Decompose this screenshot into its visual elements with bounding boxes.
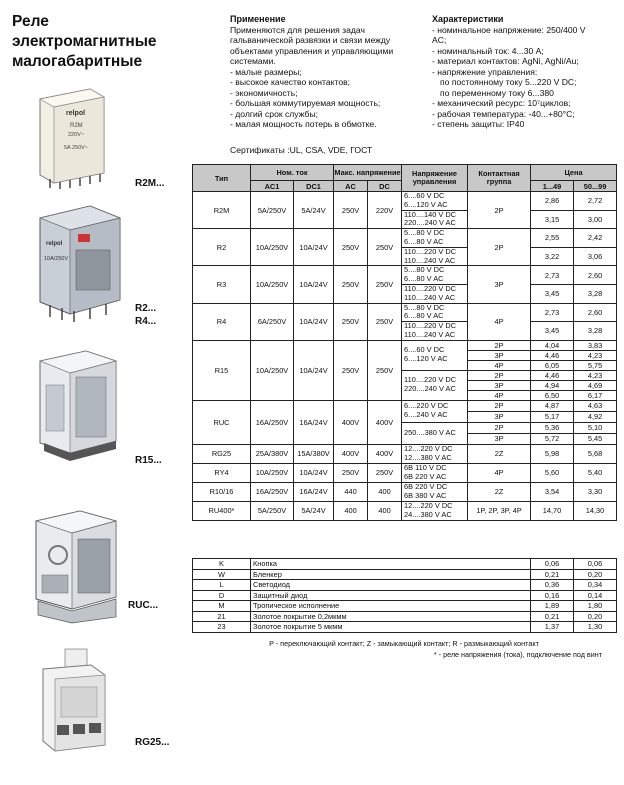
cell-group: 4P bbox=[468, 463, 531, 482]
cell-price-1: 4,04 bbox=[531, 340, 574, 350]
cell-price-1: 4,94 bbox=[531, 380, 574, 390]
characteristics-line: - номинальный ток: 4...30 А; bbox=[432, 45, 544, 56]
rg25-photo-label: RG25... bbox=[135, 737, 170, 748]
r15-relay-image bbox=[30, 345, 130, 465]
cell-group: 2Z bbox=[468, 444, 531, 463]
cell-group: 2P bbox=[468, 400, 531, 411]
header-ac1: AC1 bbox=[251, 181, 294, 192]
cell-price-2: 3,00 bbox=[574, 210, 617, 229]
table-row bbox=[193, 559, 617, 570]
r15-photo-label: R15... bbox=[135, 455, 162, 466]
ruc-relay-image bbox=[28, 505, 128, 625]
cell-type: R10/16 bbox=[193, 482, 251, 501]
cell-price-1: 3,45 bbox=[531, 322, 574, 341]
footnote: * - реле напряжения (тока), подключение под винт bbox=[433, 650, 602, 659]
cell-price-1: 3,45 bbox=[531, 284, 574, 303]
cell-price-1: 2,73 bbox=[531, 266, 574, 285]
option-price-2: 0,06 bbox=[574, 559, 617, 570]
option-code: 23 bbox=[193, 622, 251, 633]
characteristics-line: - рабочая температура: -40...+80°C; bbox=[432, 108, 575, 119]
cell-price-1: 6,05 bbox=[531, 360, 574, 370]
cell-type: R2 bbox=[193, 229, 251, 266]
table-row bbox=[193, 601, 617, 612]
r2-photo-label: R2... bbox=[135, 303, 157, 314]
option-price-2: 1,80 bbox=[574, 601, 617, 612]
characteristics-section bbox=[432, 14, 617, 130]
application-line: - высокое качество контактов; bbox=[230, 77, 351, 87]
option-code: W bbox=[193, 569, 251, 580]
characteristics-line: AC; bbox=[432, 35, 447, 45]
cell-price-2: 2,60 bbox=[574, 303, 617, 322]
option-name: Защитный диод bbox=[251, 590, 531, 601]
cell-price-2: 3,28 bbox=[574, 284, 617, 303]
application-line: - долгий срок службы; bbox=[230, 108, 319, 119]
application-line: - большая коммутируемая мощность; bbox=[230, 98, 381, 108]
cell-group: 2Z bbox=[468, 482, 531, 501]
cell-price-1: 5,17 bbox=[531, 411, 574, 422]
characteristics-line: - номинальное напряжение: 250/400 V bbox=[432, 24, 586, 35]
cell-price-2: 2,42 bbox=[574, 229, 617, 248]
cell-control-voltage: 5....80 V DC 6....80 V AC bbox=[402, 229, 468, 248]
cell-type: R4 bbox=[193, 303, 251, 340]
application-line: системами. bbox=[230, 56, 276, 66]
cell-control-voltage: 110....140 V DC 220....240 V AC bbox=[402, 210, 468, 229]
cell-ac: 440 bbox=[334, 482, 368, 501]
option-name: Золотое покрытие 0,2мкмм bbox=[251, 611, 531, 622]
option-price-2: 0,34 bbox=[574, 580, 617, 591]
cell-price-1: 4,87 bbox=[531, 400, 574, 411]
cell-ac1: 10A/250V bbox=[251, 266, 294, 303]
option-price-2: 0,14 bbox=[574, 590, 617, 601]
option-name: Тропическое исполнение bbox=[251, 601, 531, 612]
cell-dc: 250V bbox=[368, 266, 402, 303]
table-row bbox=[193, 192, 617, 211]
option-code: L bbox=[193, 580, 251, 591]
r2-brand: relpol bbox=[46, 241, 63, 247]
option-price-1: 1,37 bbox=[531, 622, 574, 633]
option-name: Светодиод bbox=[251, 580, 531, 591]
header-dc: DC bbox=[368, 181, 402, 192]
cell-group: 3P bbox=[468, 350, 531, 360]
cell-price-2: 4,23 bbox=[574, 350, 617, 360]
cell-ac1: 10A/250V bbox=[251, 463, 294, 482]
cell-dc1: 5A/24V bbox=[294, 192, 334, 229]
option-price-1: 0,21 bbox=[531, 611, 574, 622]
table-row bbox=[193, 622, 617, 633]
header-nom-current: Ном. ток bbox=[251, 165, 334, 181]
r2m-relay-image bbox=[30, 85, 110, 190]
option-name: Бленкер bbox=[251, 569, 531, 580]
specs-table bbox=[192, 164, 617, 521]
characteristics-line: - материал контактов: AgNi, AgNi/Au; bbox=[432, 56, 579, 66]
cell-type: RG25 bbox=[193, 444, 251, 463]
cell-price-2: 5,68 bbox=[574, 444, 617, 463]
r2m-rating: 220V~ bbox=[68, 132, 85, 138]
cell-group: 4P bbox=[468, 303, 531, 340]
cell-dc: 250V bbox=[368, 340, 402, 400]
page-title bbox=[12, 12, 157, 72]
cell-dc: 400 bbox=[368, 482, 402, 501]
application-line: объектами управления и управляющими bbox=[230, 45, 394, 56]
application-line: Применяются для решения задач bbox=[230, 24, 365, 35]
cell-price-1: 5,36 bbox=[531, 422, 574, 433]
cell-price-2: 2,72 bbox=[574, 192, 617, 211]
cell-control-voltage: 5....80 V DC 6....80 V AC bbox=[402, 266, 468, 285]
cell-price-1: 2,55 bbox=[531, 229, 574, 248]
cell-control-voltage: 110....220 V DC 220....240 V AC bbox=[402, 370, 468, 400]
cell-control-voltage: 5....80 V DC 6....80 V AC bbox=[402, 303, 468, 322]
header-control-voltage: Напряжение управления bbox=[402, 165, 468, 192]
cell-control-voltage: 6....220 V DC 6....240 V AC bbox=[402, 400, 468, 422]
option-code: K bbox=[193, 559, 251, 570]
cell-ac: 250V bbox=[334, 303, 368, 340]
cell-price-1: 3,54 bbox=[531, 482, 574, 501]
application-section bbox=[230, 14, 410, 130]
cell-control-voltage: 110....220 V DC 110....240 V AC bbox=[402, 284, 468, 303]
r2m-brand: relpol bbox=[66, 110, 86, 117]
option-code: 21 bbox=[193, 611, 251, 622]
option-price-1: 0,36 bbox=[531, 580, 574, 591]
table-row bbox=[193, 340, 617, 350]
cell-price-1: 5,72 bbox=[531, 433, 574, 444]
cell-ac: 250V bbox=[334, 266, 368, 303]
cell-price-1: 4,46 bbox=[531, 350, 574, 360]
option-name: Золотое покрытие 5 мкмм bbox=[251, 622, 531, 633]
cell-dc: 400V bbox=[368, 400, 402, 444]
cell-dc: 250V bbox=[368, 303, 402, 340]
cell-price-1: 6,50 bbox=[531, 390, 574, 400]
option-price-2: 1,30 bbox=[574, 622, 617, 633]
cell-price-2: 5,75 bbox=[574, 360, 617, 370]
application-line: - малые размеры; bbox=[230, 66, 302, 77]
title-line: малогабаритные bbox=[12, 53, 143, 70]
title-line: электромагнитные bbox=[12, 33, 157, 50]
cell-price-1: 3,22 bbox=[531, 247, 574, 266]
cell-price-2: 3,06 bbox=[574, 247, 617, 266]
cell-ac: 400 bbox=[334, 501, 368, 520]
application-line: - малая мощность потерь в обмотке. bbox=[230, 119, 377, 129]
cell-group: 2P bbox=[468, 422, 531, 433]
cell-dc1: 16A/24V bbox=[294, 400, 334, 444]
cell-ac: 400V bbox=[334, 444, 368, 463]
cell-group: 3P bbox=[468, 411, 531, 422]
cell-ac: 250V bbox=[334, 340, 368, 400]
cell-ac1: 10A/250V bbox=[251, 340, 294, 400]
cell-price-2: 4,23 bbox=[574, 370, 617, 380]
cell-price-2: 3,30 bbox=[574, 482, 617, 501]
certificates: Сертификаты :UL, CSA, VDE, ГОСТ bbox=[230, 145, 373, 155]
table-row bbox=[193, 590, 617, 601]
cell-ac: 250V bbox=[334, 229, 368, 266]
cell-group: 4P bbox=[468, 360, 531, 370]
characteristics-line: по переменному току 6...380 bbox=[440, 87, 554, 98]
option-price-2: 0,20 bbox=[574, 611, 617, 622]
cell-dc1: 10A/24V bbox=[294, 266, 334, 303]
cell-type: R2M bbox=[193, 192, 251, 229]
cell-type: R15 bbox=[193, 340, 251, 400]
table-row bbox=[193, 482, 617, 501]
cell-group: 2P bbox=[468, 340, 531, 350]
table-row bbox=[193, 444, 617, 463]
cell-price-2: 4,69 bbox=[574, 380, 617, 390]
cell-ac1: 16A/250V bbox=[251, 400, 294, 444]
r2-rating: 10A/250V bbox=[44, 256, 69, 262]
r2m-model: R2M bbox=[70, 123, 83, 129]
cell-dc: 250V bbox=[368, 463, 402, 482]
header-price: Цена bbox=[531, 165, 617, 181]
table-row bbox=[193, 266, 617, 285]
cell-control-voltage: 110....220 V DC 110....240 V AC bbox=[402, 322, 468, 341]
table-row bbox=[193, 303, 617, 322]
cell-dc: 400 bbox=[368, 501, 402, 520]
cell-group: 3P bbox=[468, 266, 531, 303]
cell-dc: 220V bbox=[368, 192, 402, 229]
cell-group: 2P bbox=[468, 229, 531, 266]
table-row bbox=[193, 463, 617, 482]
cell-dc1: 10A/24V bbox=[294, 229, 334, 266]
cell-control-voltage: 6....60 V DC 6....120 V AC bbox=[402, 192, 468, 211]
cell-price-2: 14,30 bbox=[574, 501, 617, 520]
cell-dc1: 10A/24V bbox=[294, 340, 334, 400]
cell-control-voltage: 12....220 V DC 24....380 V AC bbox=[402, 501, 468, 520]
application-heading: Применение bbox=[230, 14, 286, 24]
table-row bbox=[193, 569, 617, 580]
cell-type: RY4 bbox=[193, 463, 251, 482]
cell-control-voltage: 6B 110 V DC 6B 220 V AC bbox=[402, 463, 468, 482]
option-code: D bbox=[193, 590, 251, 601]
cell-dc1: 5A/24V bbox=[294, 501, 334, 520]
cell-price-1: 2,86 bbox=[531, 192, 574, 211]
option-price-1: 0,06 bbox=[531, 559, 574, 570]
cell-dc1: 15A/380V bbox=[294, 444, 334, 463]
cell-price-2: 5,40 bbox=[574, 463, 617, 482]
r2m-photo-label: R2M... bbox=[135, 178, 165, 189]
cell-ac: 250V bbox=[334, 192, 368, 229]
table-row bbox=[193, 580, 617, 591]
application-line: - экономичность; bbox=[230, 87, 298, 98]
cell-price-1: 4,46 bbox=[531, 370, 574, 380]
cell-ac1: 5A/250V bbox=[251, 501, 294, 520]
cell-price-2: 5,45 bbox=[574, 433, 617, 444]
cell-control-voltage: 110....220 V DC 110....240 V AC bbox=[402, 247, 468, 266]
characteristics-heading: Характеристики bbox=[432, 14, 504, 24]
option-price-1: 0,21 bbox=[531, 569, 574, 580]
cell-group: 4P bbox=[468, 390, 531, 400]
rg25-relay-image bbox=[35, 645, 115, 755]
cell-ac1: 25A/380V bbox=[251, 444, 294, 463]
cell-dc: 250V bbox=[368, 229, 402, 266]
characteristics-line: - напряжение управления: bbox=[432, 66, 538, 77]
cell-price-2: 4,63 bbox=[574, 400, 617, 411]
cell-price-1: 2,73 bbox=[531, 303, 574, 322]
header-price-50-99: 50...99 bbox=[574, 181, 617, 192]
cell-ac1: 5A/250V bbox=[251, 192, 294, 229]
cell-type: RU400* bbox=[193, 501, 251, 520]
characteristics-line: - механический ресурс: 10⁷циклов; bbox=[432, 98, 571, 108]
options-table bbox=[192, 558, 617, 633]
cell-ac1: 6A/250V bbox=[251, 303, 294, 340]
cell-dc: 400V bbox=[368, 444, 402, 463]
cell-type: R3 bbox=[193, 266, 251, 303]
cell-control-voltage: 6....60 V DC 6....120 V AC bbox=[402, 340, 468, 370]
cell-group: 2P bbox=[468, 370, 531, 380]
option-price-1: 0,16 bbox=[531, 590, 574, 601]
r2m-ac-rating: 5A 250V~ bbox=[64, 145, 89, 151]
cell-group: 3P bbox=[468, 380, 531, 390]
option-name: Кнопка bbox=[251, 559, 531, 570]
cell-ac: 400V bbox=[334, 400, 368, 444]
cell-price-2: 3,28 bbox=[574, 322, 617, 341]
cell-ac1: 16A/250V bbox=[251, 482, 294, 501]
header-dc1: DC1 bbox=[294, 181, 334, 192]
cell-price-1: 5,60 bbox=[531, 463, 574, 482]
cell-control-voltage: 6B 220 V DC 6B 380 V AC bbox=[402, 482, 468, 501]
cell-type: RUC bbox=[193, 400, 251, 444]
header-ac: AC bbox=[334, 181, 368, 192]
cell-price-2: 6,17 bbox=[574, 390, 617, 400]
option-code: M bbox=[193, 601, 251, 612]
table-row bbox=[193, 400, 617, 411]
cell-price-2: 4,92 bbox=[574, 411, 617, 422]
cell-group: 3P bbox=[468, 433, 531, 444]
cell-price-2: 3,83 bbox=[574, 340, 617, 350]
table-row bbox=[193, 501, 617, 520]
cell-group: 1P, 2P, 3P, 4P bbox=[468, 501, 531, 520]
option-price-1: 1,89 bbox=[531, 601, 574, 612]
cell-ac: 250V bbox=[334, 463, 368, 482]
cell-group: 2P bbox=[468, 192, 531, 229]
ruc-photo-label: RUC... bbox=[128, 600, 158, 611]
header-price-1-49: 1...49 bbox=[531, 181, 574, 192]
r4-photo-label: R4... bbox=[135, 316, 157, 327]
header-type: Тип bbox=[193, 165, 251, 192]
characteristics-line: по постоянному току 5...220 V DC; bbox=[440, 77, 577, 87]
cell-ac1: 10A/250V bbox=[251, 229, 294, 266]
cell-dc1: 10A/24V bbox=[294, 303, 334, 340]
cell-price-2: 2,60 bbox=[574, 266, 617, 285]
cell-price-2: 5,10 bbox=[574, 422, 617, 433]
cell-price-1: 5,98 bbox=[531, 444, 574, 463]
characteristics-line: - степень защиты: IP40 bbox=[432, 119, 525, 129]
r2-relay-image bbox=[28, 200, 128, 325]
cell-price-1: 14,70 bbox=[531, 501, 574, 520]
table-row bbox=[193, 229, 617, 248]
option-price-2: 0,20 bbox=[574, 569, 617, 580]
header-max-voltage: Макс. напряжение bbox=[334, 165, 402, 181]
contact-legend: P - переключающий контакт; Z - замыкающий контакт; R - размыкающий контакт bbox=[269, 639, 539, 648]
application-line: гальванической развязки и связи между bbox=[230, 35, 391, 45]
cell-price-1: 3,15 bbox=[531, 210, 574, 229]
table-row bbox=[193, 611, 617, 622]
title-line: Реле bbox=[12, 13, 49, 30]
cell-dc1: 10A/24V bbox=[294, 463, 334, 482]
cell-control-voltage: 250....380 V AC bbox=[402, 422, 468, 444]
cell-control-voltage: 12....220 V DC 12....380 V AC bbox=[402, 444, 468, 463]
header-contact-group: Контактная группа bbox=[468, 165, 531, 192]
cell-dc1: 16A/24V bbox=[294, 482, 334, 501]
